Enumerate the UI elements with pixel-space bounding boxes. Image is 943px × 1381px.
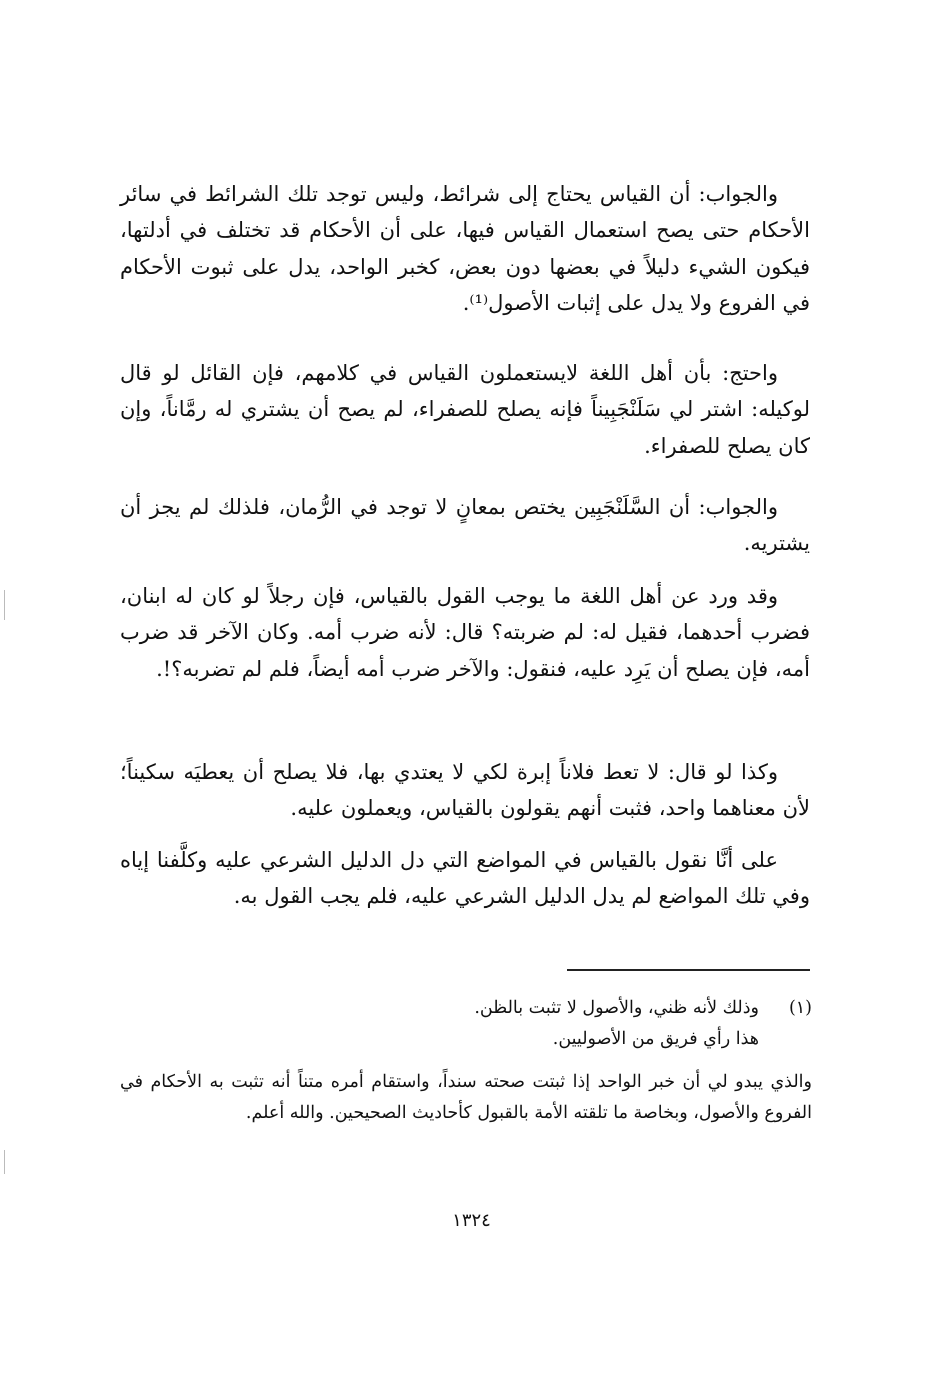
footnote-line: وذلك لأنه ظني، والأصول لا تثبت بالظن.: [474, 998, 759, 1018]
paragraph-needle-example: وكذا لو قال: لا تعط فلاناً إبرة لكي لا يعتدي بها، فلا يصلح أن يعطيَه سكيناً؛ لأن معناهما واحد، فثبت أنهم يقولون بالقياس، ويعملون عليه.: [120, 760, 810, 821]
scan-edge-mark: [4, 590, 5, 620]
paragraph-language-evidence: وقد ورد عن أهل اللغة ما يوجب القول بالقياس، فإن رجلاً لو كان له ابنان، فضرب أحدهما، فقيل له: لم ضربته؟ قال: لأنه ضرب أمه. وكان الآخر قد ضرب أمه، فإن يصلح أن يَرِد عليه، فنقول: والآخر ضرب أمه أيضاً، فلم لم تضربه؟!.: [120, 584, 810, 681]
footnote-separator: [567, 969, 810, 971]
footnote-line: والذي يبدو لي أن خبر الواحد إذا ثبتت صحته سنداً، واستقام أمره متناً أنه تثبت به الأحكام في الفروع والأصول، وبخاصة ما تلقته الأمة بالقبول كأحاديث الصحيحين. والله أعلم.: [120, 1072, 812, 1123]
paragraph-objection: واحتج: بأن أهل اللغة لايستعملون القياس في كلامهم، فإن القائل لو قال لوكيله: اشتر لي سَلَنْجَبِيناً فإنه يصلح للصفراء، لم يصح أن يشتري له رمَّاناً، وإن كان يصلح للصفراء.: [120, 361, 810, 458]
paragraph-conclusion: على أنَّا نقول بالقياس في المواضع التي دل الدليل الشرعي عليه وكلَّفنا إياه وفي تلك المواضع لم يدل الدليل الشرعي عليه، فلم يجب القول به.: [120, 848, 810, 909]
footnote-line: هذا رأي فريق من الأصوليين.: [552, 1028, 759, 1049]
paragraph-answer-2: والجواب: أن السَّلَنْجَبِين يختص بمعانٍ لا توجد في الرُّمان، فلذلك لم يجز أن يشتريه.: [120, 495, 810, 556]
footnote-marker: (١): [788, 998, 812, 1018]
page-number: ١٣٢٤: [452, 1210, 491, 1231]
footnote-body: [120, 993, 759, 1055]
paragraph-answer-1: والجواب: أن القياس يحتاج إلى شرائط، وليس توجد تلك الشرائط في سائر الأحكام حتى يصح استعمال القياس فيها، على أن الأحكام قد تختلف في أدلتها، فيكون الشيء دليلاً في بعضها دون بعض، كخبر الواحد، يدل على ثبوت الأحكام في الفروع ولا يدل على إثبات الأصول⁽¹⁾.: [120, 182, 810, 316]
footnote: [120, 993, 812, 1055]
scan-edge-mark: [4, 1150, 5, 1174]
footnote-comment: [120, 1067, 812, 1129]
